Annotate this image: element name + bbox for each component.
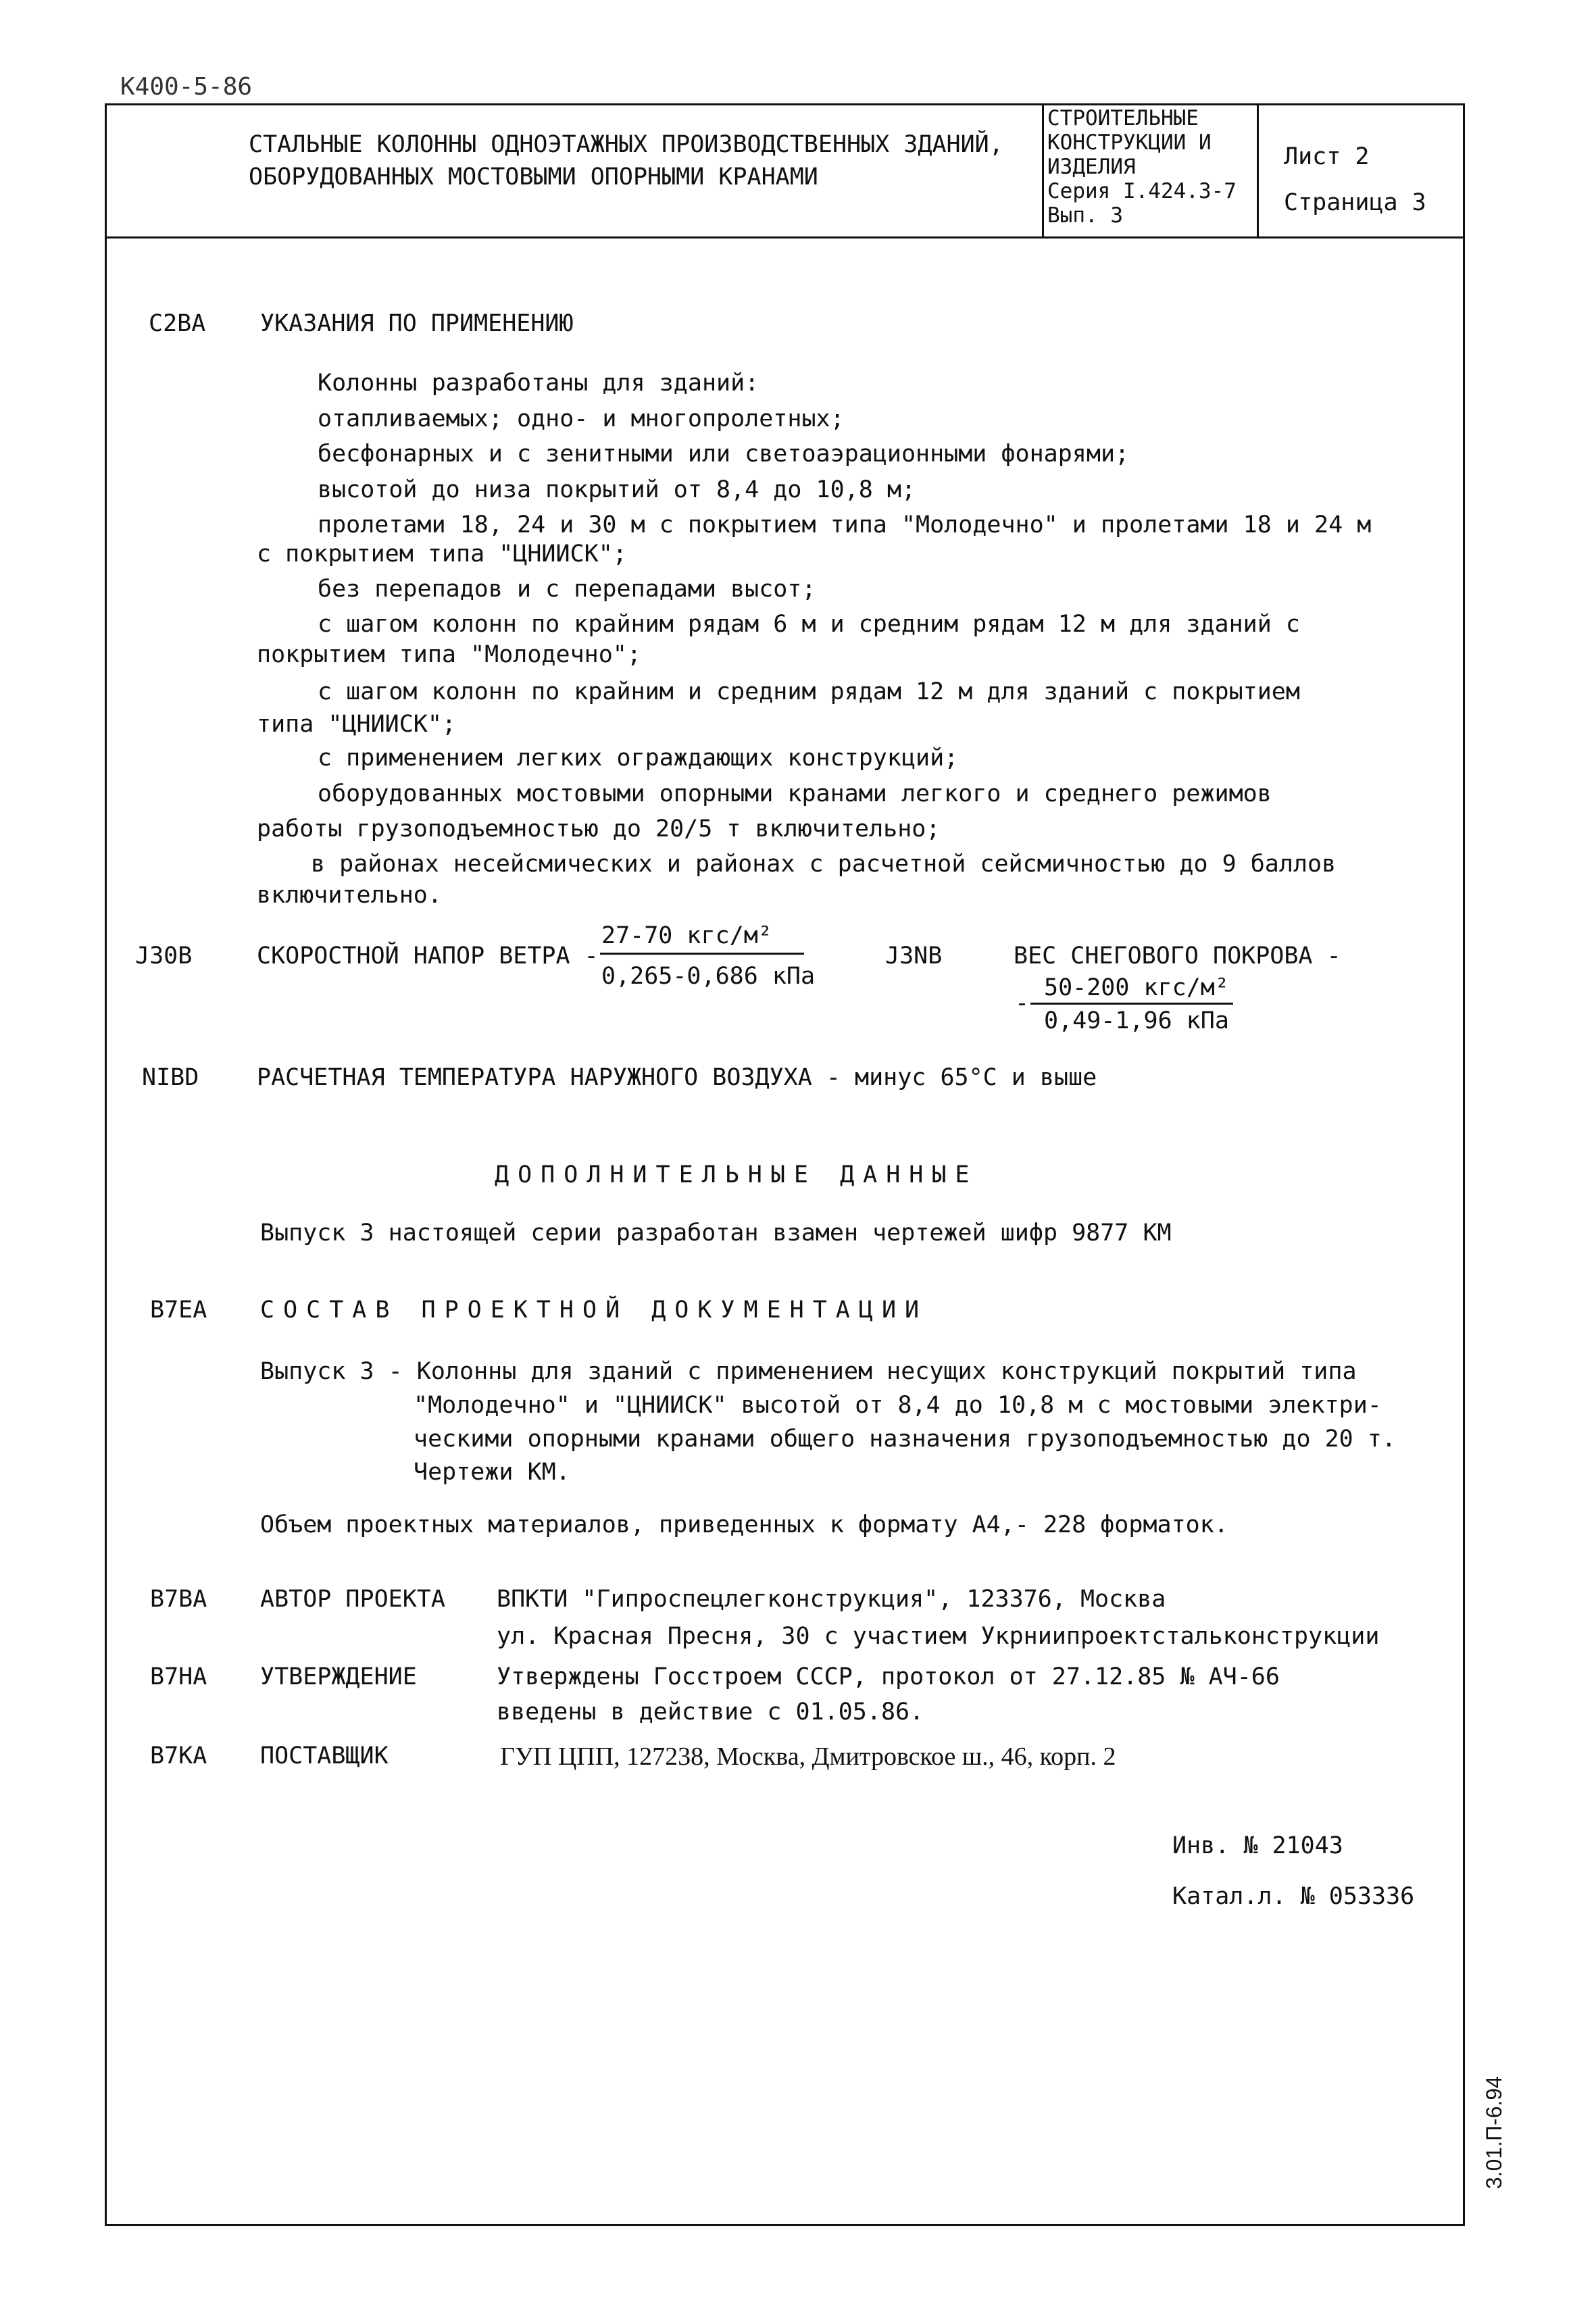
header-divider bbox=[105, 236, 1465, 238]
issue-number: Вып. 3 bbox=[1047, 203, 1123, 228]
approval-line: введены в действие с 01.05.86. bbox=[497, 1699, 924, 1726]
snow-dash: - bbox=[1015, 990, 1030, 1017]
composition-line: "Молодечно" и "ЦНИИСК" высотой от 8,4 до 10,8 м с мостовыми электри- bbox=[414, 1392, 1382, 1419]
approval-line: Утверждены Госстроем СССР, протокол от 27.12.85 № АЧ-66 bbox=[497, 1663, 1280, 1690]
inventory-number: Инв. № 21043 bbox=[1172, 1832, 1343, 1859]
header-divider-2 bbox=[1257, 103, 1259, 236]
wind-numerator: 27-70 кгс/м² bbox=[601, 922, 772, 949]
header-divider-1 bbox=[1042, 103, 1044, 236]
composition-line: Выпуск 3 - Колонны для зданий с применением несущих конструкций покрытий типа bbox=[260, 1358, 1357, 1385]
composition-line: ческими опорными кранами общего назначения грузоподъемностью до 20 т. bbox=[414, 1426, 1396, 1453]
application-heading: УКАЗАНИЯ ПО ПРИМЕНЕНИЮ bbox=[260, 310, 574, 337]
application-line: без перепадов и с перепадами высот; bbox=[318, 576, 816, 603]
supplier-code: В7КА bbox=[150, 1742, 207, 1769]
application-line: Колонны разработаны для зданий: bbox=[318, 370, 759, 397]
wind-fraction-line bbox=[600, 953, 804, 955]
temperature-text: РАСЧЕТНАЯ ТЕМПЕРАТУРА НАРУЖНОГО ВОЗДУХА - минус 65°С и выше bbox=[257, 1064, 1097, 1091]
composition-heading: СОСТАВ ПРОЕКТНОЙ ДОКУМЕНТАЦИИ bbox=[260, 1297, 928, 1324]
approval-label: УТВЕРЖДЕНИЕ bbox=[260, 1663, 417, 1690]
catalog-number: Катал.л. № 053336 bbox=[1172, 1883, 1415, 1910]
application-line: отапливаемых; одно- и многопролетных; bbox=[318, 405, 845, 432]
application-line: покрытием типа "Молодечно"; bbox=[257, 641, 641, 668]
category-line-3: ИЗДЕЛИЯ bbox=[1047, 155, 1136, 179]
supplier-label: ПОСТАВЩИК bbox=[260, 1742, 389, 1769]
additional-text: Выпуск 3 настоящей серии разработан взамен чертежей шифр 9877 КМ bbox=[260, 1219, 1172, 1247]
application-line: включительно. bbox=[257, 882, 442, 909]
application-line: типа "ЦНИИСК"; bbox=[257, 711, 457, 738]
snow-label: ВЕС СНЕГОВОГО ПОКРОВА - bbox=[1014, 942, 1341, 970]
application-line: пролетами 18, 24 и 30 м с покрытием типа "Молодечно" и пролетами 18 и 24 м bbox=[318, 511, 1372, 538]
additional-heading: ДОПОЛНИТЕЛЬНЫЕ ДАННЫЕ bbox=[495, 1161, 978, 1188]
application-line: с шагом колонн по крайним рядам 6 м и средним рядам 12 м для зданий с bbox=[318, 611, 1300, 638]
composition-line: Чертежи КМ. bbox=[414, 1459, 570, 1486]
category-line-1: СТРОИТЕЛЬНЫЕ bbox=[1047, 106, 1199, 130]
wind-code: J30B bbox=[135, 942, 193, 970]
title-line-2: ОБОРУДОВАННЫХ МОСТОВЫМИ ОПОРНЫМИ КРАНАМИ bbox=[249, 164, 818, 191]
temperature-code: NIBD bbox=[142, 1064, 199, 1091]
approval-code: В7НА bbox=[150, 1663, 207, 1690]
application-line: в районах несейсмических и районах с расчетной сейсмичностью до 9 баллов bbox=[311, 851, 1337, 878]
side-stamp: 3.01.П-6.94 bbox=[1482, 2076, 1506, 2189]
application-line: оборудованных мостовыми опорными кранами легкого и среднего режимов bbox=[318, 780, 1272, 807]
author-line: ул. Красная Пресня, 30 с участием Укрниипроектстальконструкции bbox=[497, 1623, 1380, 1650]
application-line: с применением легких ограждающих конструкций; bbox=[318, 745, 959, 772]
page-number: Страница 3 bbox=[1284, 189, 1426, 216]
application-line: с шагом колонн по крайним и средним рядам 12 м для зданий с покрытием bbox=[318, 678, 1300, 705]
application-line: работы грузоподъемностью до 20/5 т включительно; bbox=[257, 815, 941, 842]
wind-denominator: 0,265-0,686 кПа bbox=[601, 963, 816, 990]
application-code: С2ВА bbox=[149, 310, 206, 337]
supplier-text: ГУП ЦПП, 127238, Москва, Дмитровское ш., 46, корп. 2 bbox=[500, 1742, 1116, 1771]
application-line: с покрытием типа "ЦНИИСК"; bbox=[257, 540, 627, 568]
composition-code: В7ЕА bbox=[150, 1297, 207, 1324]
category-line-2: КОНСТРУКЦИИ И bbox=[1047, 130, 1212, 155]
sheet-number: Лист 2 bbox=[1284, 143, 1370, 170]
document-code: К400-5-86 bbox=[120, 73, 253, 101]
snow-numerator: 50-200 кгс/м² bbox=[1044, 974, 1229, 1001]
snow-fraction-line bbox=[1030, 1003, 1233, 1005]
author-code: В7ВА bbox=[150, 1586, 207, 1613]
author-label: АВТОР ПРОЕКТА bbox=[260, 1586, 445, 1613]
snow-denominator: 0,49-1,96 кПа bbox=[1044, 1007, 1229, 1034]
composition-volume: Объем проектных материалов, приведенных к формату А4,- 228 форматок. bbox=[260, 1511, 1228, 1538]
application-line: бесфонарных и с зенитными или светоаэрационными фонарями; bbox=[318, 441, 1130, 468]
author-line: ВПКТИ "Гипроспецлегконструкция", 123376, Москва bbox=[497, 1586, 1166, 1613]
application-line: высотой до низа покрытий от 8,4 до 10,8 м; bbox=[318, 476, 916, 503]
series-number: Серия I.424.3-7 bbox=[1047, 179, 1237, 203]
snow-code: J3NB bbox=[885, 942, 943, 970]
title-line-1: СТАЛЬНЫЕ КОЛОННЫ ОДНОЭТАЖНЫХ ПРОИЗВОДСТВЕННЫХ ЗДАНИЙ, bbox=[249, 131, 1003, 158]
wind-label: СКОРОСТНОЙ НАПОР ВЕТРА - bbox=[257, 942, 599, 970]
